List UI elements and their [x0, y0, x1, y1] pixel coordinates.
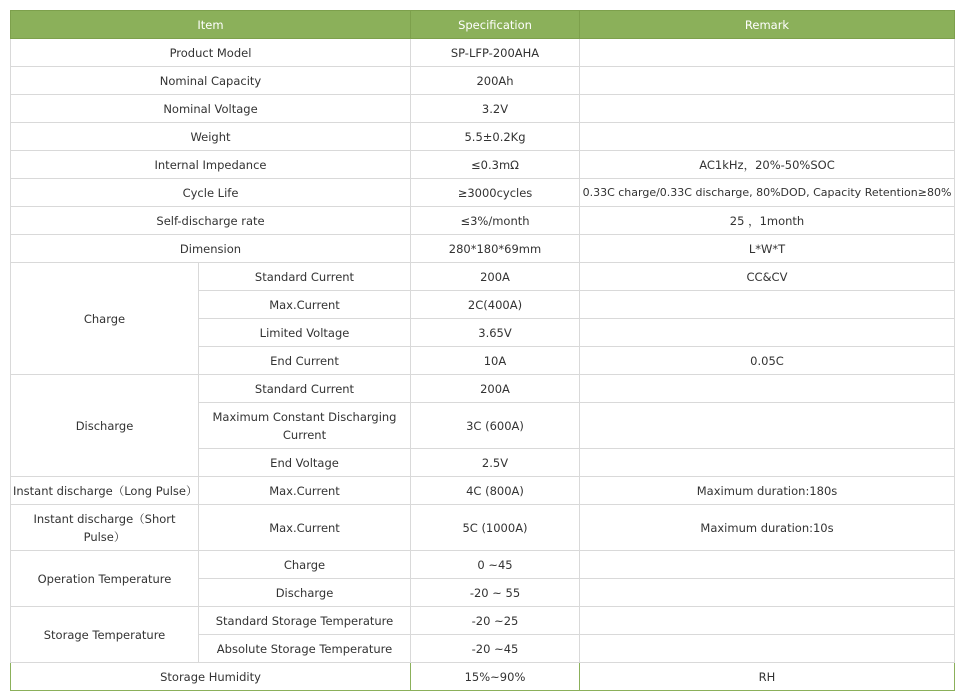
item-cell: Self-discharge rate: [11, 207, 411, 235]
spec-cell: 200A: [411, 375, 580, 403]
table-row: [11, 39, 955, 67]
table-row: [11, 151, 955, 179]
remark-cell: [580, 635, 955, 663]
table-row: [11, 263, 955, 291]
spec-cell: 3.2V: [411, 95, 580, 123]
remark-cell: 0.05C: [580, 347, 955, 375]
remark-cell: [580, 375, 955, 403]
header-specification: Specification: [411, 11, 580, 39]
item-cell: Nominal Voltage: [11, 95, 411, 123]
group-label-operation-temperature: Operation Temperature: [11, 551, 199, 607]
specification-table: [10, 10, 955, 691]
remark-cell: 25 ，1month: [580, 207, 955, 235]
spec-cell: -20 ~ 55: [411, 579, 580, 607]
spec-cell: SP-LFP-200AHA: [411, 39, 580, 67]
remark-cell: [580, 403, 955, 449]
remark-cell: [580, 449, 955, 477]
table-row: [11, 235, 955, 263]
remark-cell: [580, 319, 955, 347]
remark-cell: [580, 579, 955, 607]
sub-item-cell: Charge: [199, 551, 411, 579]
spec-cell: 5.5±0.2Kg: [411, 123, 580, 151]
spec-cell: 3.65V: [411, 319, 580, 347]
sub-item-cell: Max.Current: [199, 505, 411, 551]
header-remark: Remark: [580, 11, 955, 39]
sub-item-cell: Max.Current: [199, 291, 411, 319]
spec-cell: 5C (1000A): [411, 505, 580, 551]
remark-cell: [580, 95, 955, 123]
remark-cell: [580, 39, 955, 67]
table-row: [11, 551, 955, 579]
spec-cell: ≥3000cycles: [411, 179, 580, 207]
spec-cell: 15%~90%: [411, 663, 580, 691]
spec-cell: 0 ~45: [411, 551, 580, 579]
group-label-discharge: Discharge: [11, 375, 199, 477]
group-label-storage-temperature: Storage Temperature: [11, 607, 199, 663]
sub-item-cell: Max.Current: [199, 477, 411, 505]
table-row: [11, 179, 955, 207]
remark-cell: CC&CV: [580, 263, 955, 291]
remark-cell: [580, 291, 955, 319]
item-cell: Storage Humidity: [11, 663, 411, 691]
spec-cell: 4C (800A): [411, 477, 580, 505]
remark-cell: AC1kHz，20%-50%SOC: [580, 151, 955, 179]
table-row: [11, 663, 955, 691]
table-row: [11, 477, 955, 505]
spec-cell: ≤0.3mΩ: [411, 151, 580, 179]
sub-item-cell: End Current: [199, 347, 411, 375]
remark-cell: L*W*T: [580, 235, 955, 263]
table-row: [11, 207, 955, 235]
item-cell: Cycle Life: [11, 179, 411, 207]
table-row: [11, 607, 955, 635]
sub-item-cell: Standard Current: [199, 375, 411, 403]
remark-cell: Maximum duration:10s: [580, 505, 955, 551]
remark-cell: Maximum duration:180s: [580, 477, 955, 505]
header-item: Item: [11, 11, 411, 39]
item-cell: Nominal Capacity: [11, 67, 411, 95]
remark-cell: RH: [580, 663, 955, 691]
group-label-instant-short: Instant discharge（Short Pulse）: [11, 505, 199, 551]
item-cell: Internal Impedance: [11, 151, 411, 179]
sub-item-cell: End Voltage: [199, 449, 411, 477]
group-label-instant-long: Instant discharge（Long Pulse）: [11, 477, 199, 505]
spec-table-container: [10, 10, 955, 691]
remark-cell: [580, 607, 955, 635]
spec-cell: 2C(400A): [411, 291, 580, 319]
table-row: [11, 95, 955, 123]
spec-cell: 200Ah: [411, 67, 580, 95]
table-row: [11, 505, 955, 551]
table-row: [11, 67, 955, 95]
table-row: [11, 375, 955, 403]
sub-item-cell: Discharge: [199, 579, 411, 607]
spec-cell: 10A: [411, 347, 580, 375]
sub-item-cell: Standard Current: [199, 263, 411, 291]
item-cell: Dimension: [11, 235, 411, 263]
sub-item-cell: Absolute Storage Temperature: [199, 635, 411, 663]
remark-cell: 0.33C charge/0.33C discharge, 80%DOD, Capacity Retention≥80%: [580, 179, 955, 207]
spec-cell: 2.5V: [411, 449, 580, 477]
spec-cell: 3C (600A): [411, 403, 580, 449]
remark-cell: [580, 551, 955, 579]
spec-cell: 280*180*69mm: [411, 235, 580, 263]
remark-cell: [580, 123, 955, 151]
item-cell: Weight: [11, 123, 411, 151]
spec-cell: -20 ~25: [411, 607, 580, 635]
table-row: [11, 123, 955, 151]
spec-cell: ≤3%/month: [411, 207, 580, 235]
group-label-charge: Charge: [11, 263, 199, 375]
remark-cell: [580, 67, 955, 95]
header-row: [11, 11, 955, 39]
sub-item-cell: Maximum Constant Discharging Current: [199, 403, 411, 449]
item-cell: Product Model: [11, 39, 411, 67]
sub-item-cell: Limited Voltage: [199, 319, 411, 347]
spec-cell: -20 ~45: [411, 635, 580, 663]
sub-item-cell: Standard Storage Temperature: [199, 607, 411, 635]
spec-cell: 200A: [411, 263, 580, 291]
